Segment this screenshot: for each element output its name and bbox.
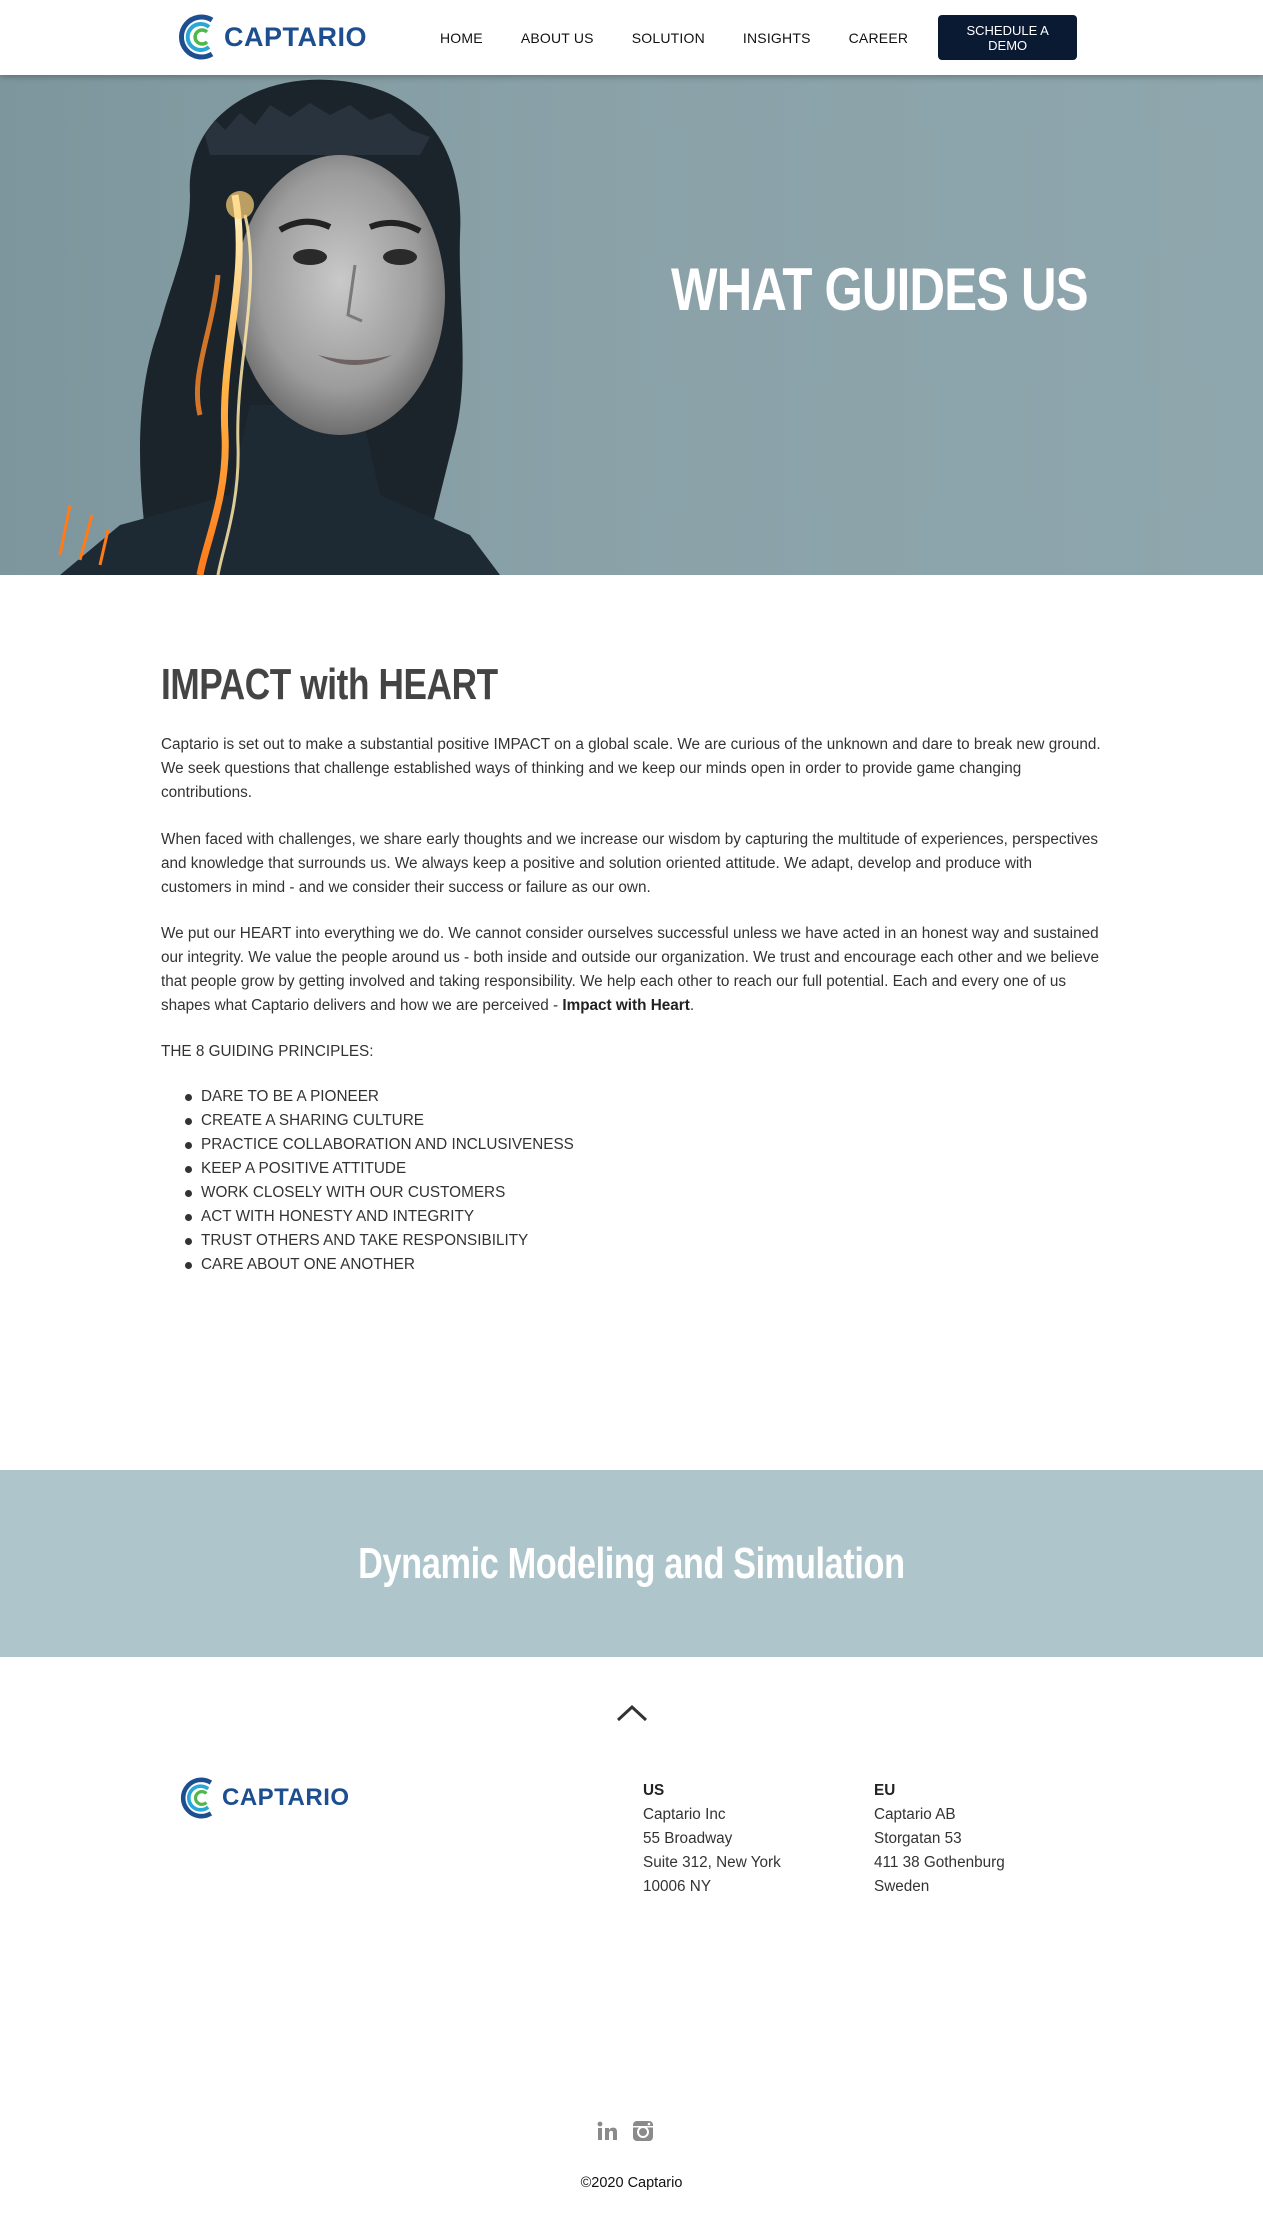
hero-banner [0, 75, 1263, 575]
paragraph-heart [161, 922, 1101, 1018]
list-item: DARE TO BE A PIONEER [161, 1085, 574, 1109]
band-title: Dynamic Modeling and Simulation [358, 1538, 905, 1588]
address-us [643, 1779, 781, 1899]
copyright-text: ©2020 Captario [580, 2175, 683, 2191]
address-line: Storgatan 53 [874, 1830, 962, 1847]
paragraph-challenges: When faced with challenges, we share early thoughts and we increase our wisdom by capturing the multitude of experiences, perspectives and knowledge that surrounds us. We always keep a positive and solution oriented attitude. We adapt, develop and produce with customers in mind - and we consider their success or failure as our own. [161, 831, 1099, 896]
list-item: ACT WITH HONESTY AND INTEGRITY [161, 1205, 574, 1229]
hero-title: WHAT GUIDES US [671, 256, 1088, 323]
schedule-demo-button[interactable]: SCHEDULE A DEMO [938, 15, 1077, 60]
nav-career[interactable]: CAREER [848, 29, 909, 46]
principles-title: THE 8 GUIDING PRINCIPLES: [161, 1043, 374, 1060]
impact-with-heart-bold: Impact with Heart [562, 997, 690, 1014]
captario-logo-icon [180, 1775, 220, 1821]
list-item: KEEP A POSITIVE ATTITUDE [161, 1157, 574, 1181]
paragraph-heart-text: We put our HEART into everything we do. We cannot consider ourselves successful unless we have acted in an honest way and sustained our integrity. We value the people around us - both inside and outside our organization. We trust and encourage each other and we believe that people grow by getting involved and taking responsibility. We help each other to reach our full potential. Each and every one of us shapes what Captario delivers and how we are perceived - [161, 925, 1099, 1014]
footer-logo[interactable] [180, 1773, 350, 1823]
address-eu-region: EU [874, 1782, 896, 1799]
dynamic-modeling-band [0, 1470, 1263, 1657]
logo-text: CAPTARIO [224, 21, 367, 52]
list-item: TRUST OTHERS AND TAKE RESPONSIBILITY [161, 1229, 574, 1253]
address-line: Captario AB [874, 1806, 956, 1823]
nav-about-us[interactable]: ABOUT US [520, 29, 594, 46]
social-links [596, 2120, 654, 2142]
address-line: 55 Broadway [643, 1830, 733, 1847]
site-header [0, 0, 1263, 75]
header-logo[interactable] [178, 12, 367, 62]
address-line: Sweden [874, 1878, 930, 1895]
address-line: Captario Inc [643, 1806, 726, 1823]
paragraph-impact: Captario is set out to make a substantial positive IMPACT on a global scale. We are curious of the unknown and dare to break new ground. We seek questions that challenge established ways of thinking and we keep our minds open in order to provide game changing contributions. [161, 736, 1101, 801]
address-line: 411 38 Gothenburg [874, 1854, 1005, 1871]
section-heading: IMPACT with HEART [161, 660, 498, 709]
principles-list [161, 1085, 574, 1277]
paragraph-heart-end: . [689, 997, 695, 1014]
address-line: 10006 NY [643, 1878, 712, 1895]
address-us-region: US [643, 1782, 665, 1799]
list-item: WORK CLOSELY WITH OUR CUSTOMERS [161, 1181, 574, 1205]
nav-home[interactable]: HOME [440, 29, 483, 46]
captario-logo-icon [178, 12, 222, 62]
address-line: Suite 312, New York [643, 1854, 781, 1871]
address-eu [874, 1779, 1005, 1899]
hero-portrait-image [0, 75, 600, 575]
main-content [161, 660, 1101, 1273]
list-item: CARE ABOUT ONE ANOTHER [161, 1253, 574, 1277]
instagram-icon[interactable] [632, 2120, 654, 2142]
list-item: PRACTICE COLLABORATION AND INCLUSIVENESS [161, 1133, 574, 1157]
list-item: CREATE A SHARING CULTURE [161, 1109, 574, 1133]
main-nav [440, 0, 1077, 75]
linkedin-icon[interactable] [596, 2120, 618, 2142]
nav-insights[interactable]: INSIGHTS [742, 29, 811, 46]
back-to-top-chevron-up-icon[interactable] [615, 1703, 649, 1723]
nav-solution[interactable]: SOLUTION [631, 29, 705, 46]
footer-logo-text: CAPTARIO [222, 1784, 350, 1811]
